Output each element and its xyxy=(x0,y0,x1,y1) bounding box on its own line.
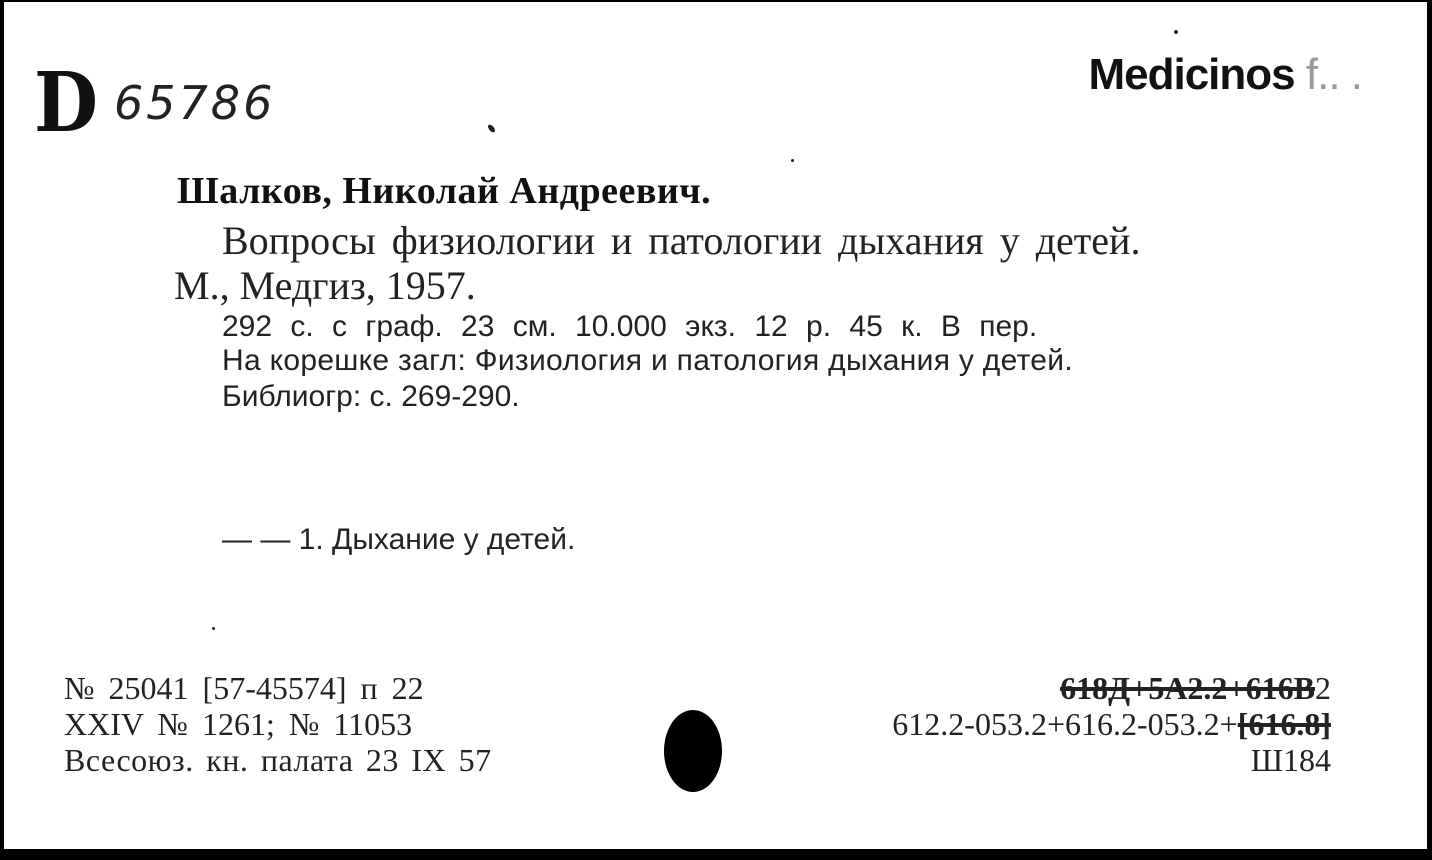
udc-struck-code: [616.8] xyxy=(1237,706,1331,742)
punch-hole xyxy=(664,710,722,792)
author-mark: Ш184 xyxy=(1250,742,1331,778)
call-number-digits: 65786 xyxy=(114,76,276,130)
classification-line-2 xyxy=(892,706,1331,743)
physical-description: 292 с. с граф. 23 см. 10.000 экз. 12 р. 45 к. В пер. xyxy=(222,310,1038,343)
author-heading: Шалков, Николай Андреевич. xyxy=(177,170,712,212)
subject-tracing: — — 1. Дыхание у детей. xyxy=(222,523,576,556)
classification-struck-code: 618Д+5А2.2+616В xyxy=(1060,670,1315,706)
library-stamp xyxy=(1088,50,1362,100)
ink-speck xyxy=(791,159,794,162)
registration-line-1: № 25041 [57-45574] п 22 xyxy=(64,670,424,706)
imprint-line: М., Медгиз, 1957. xyxy=(174,263,476,308)
classification-line-1 xyxy=(1060,670,1331,707)
udc-code: 612.2-053.2+616.2-053.2+ xyxy=(892,706,1238,742)
registration-line-3: Всесоюз. кн. палата 23 IX 57 xyxy=(64,742,492,778)
spine-title-note: На корешке загл: Физиология и патология дыхания у детей. xyxy=(222,344,1073,377)
stamp-text: Medicinos xyxy=(1088,50,1295,99)
stamp-faded-text: f.. . xyxy=(1305,50,1362,99)
title-line: Вопросы физиологии и патологии дыхания у детей. xyxy=(222,218,1141,263)
classification-tail: 2 xyxy=(1315,670,1331,706)
ink-speck xyxy=(487,123,497,133)
call-number xyxy=(34,55,276,151)
call-number-letter: D xyxy=(34,55,97,151)
ink-speck xyxy=(212,627,215,630)
bibliography-note: Библиогр: с. 269-290. xyxy=(222,380,520,413)
registration-line-2: XXIV № 1261; № 11053 xyxy=(64,706,413,742)
ink-speck xyxy=(1174,30,1178,34)
